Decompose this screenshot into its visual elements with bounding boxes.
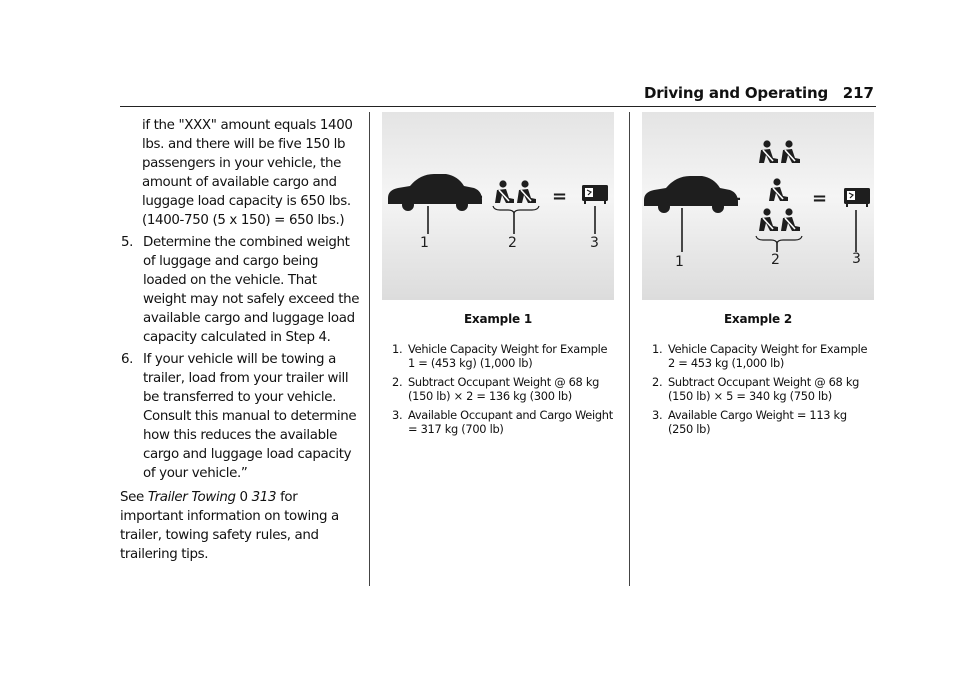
- minus-sign: –: [732, 188, 741, 209]
- figure-label-1: 1: [420, 235, 429, 251]
- item-number: 1.: [392, 342, 403, 356]
- minus-sign: –: [474, 186, 483, 207]
- item-text: Vehicle Capacity Weight for Example 2 = 453 kg (1,000 lb): [668, 342, 868, 370]
- continued-paragraph: if the "XXX" amount equals 1400 lbs. and there will be five 150 lb passengers in your vehicle, the amount of available cargo and luggage load capacity is 650 lbs. (1400-750 (5 x 150) = 650 lbs.): [142, 118, 353, 228]
- item-text: Subtract Occupant Weight @ 68 kg (150 lb) × 2 = 136 kg (300 lb): [408, 375, 600, 403]
- page-ref-number[interactable]: 313: [251, 490, 277, 505]
- example-2-list: [642, 342, 874, 436]
- item-number: 2.: [652, 375, 663, 389]
- section-title: Driving and Operating: [643, 84, 828, 102]
- item-text: Available Cargo Weight = 113 kg (250 lb): [668, 408, 847, 436]
- figure-caption: Example 2: [723, 312, 793, 326]
- item-text: Vehicle Capacity Weight for Example 1 = (453 kg) (1,000 lb): [408, 342, 608, 370]
- list-item: [382, 375, 614, 403]
- equals-sign: =: [812, 188, 828, 209]
- see-suffix: for important information on towing a trailer, towing safety rules, and trailering tips.: [120, 490, 339, 562]
- page-header: [120, 80, 876, 107]
- example-2-column: [642, 112, 874, 441]
- item-number: 1.: [652, 342, 663, 356]
- figure-label-2: 2: [508, 235, 517, 251]
- item-text: Subtract Occupant Weight @ 68 kg (150 lb) × 5 = 340 kg (750 lb): [668, 375, 860, 403]
- see-also-paragraph: [120, 488, 362, 564]
- column-divider-1: [369, 112, 370, 586]
- column-divider-2: [629, 112, 630, 586]
- figure-caption: Example 1: [463, 312, 533, 326]
- trailer-towing-link[interactable]: Trailer Towing: [147, 490, 236, 505]
- item-number: 2.: [392, 375, 403, 389]
- list-item: [382, 342, 614, 370]
- list-item: [642, 375, 874, 403]
- list-item: [642, 408, 874, 436]
- step-text: Determine the combined weight of luggage and cargo being loaded on the vehicle. That weight may not safely exceed the available cargo and luggage load capacity calculated in Step 4.: [143, 235, 360, 345]
- step-number: 6.: [121, 352, 134, 367]
- item-number: 3.: [652, 408, 663, 422]
- example-1-column: [382, 112, 614, 441]
- step-text: If your vehicle will be towing a trailer, load from your trailer will be transferred to your vehicle. Consult this manual to determine how this reduces the available cargo and luggage load capacity of your vehicle.”: [143, 352, 357, 481]
- item-text: Available Occupant and Cargo Weight = 317 kg (700 lb): [408, 408, 613, 436]
- item-number: 3.: [392, 408, 403, 422]
- see-prefix: See: [120, 490, 148, 505]
- list-item: [642, 342, 874, 370]
- step-number: 5.: [121, 235, 134, 250]
- page-number: 217: [842, 84, 874, 102]
- text-column: [120, 116, 362, 564]
- equals-sign: =: [552, 186, 568, 207]
- figure-label-1: 1: [675, 254, 684, 270]
- page-ref-icon: 0: [239, 490, 248, 505]
- example-2-figure: [642, 112, 874, 300]
- step-item: [120, 233, 362, 347]
- example-1-figure: [382, 112, 614, 300]
- list-item: [382, 408, 614, 436]
- figure-label-2: 2: [771, 252, 780, 268]
- figure-label-3: 3: [590, 235, 599, 251]
- example-1-list: [382, 342, 614, 436]
- step-item: [120, 350, 362, 483]
- figure-label-3: 3: [852, 251, 861, 267]
